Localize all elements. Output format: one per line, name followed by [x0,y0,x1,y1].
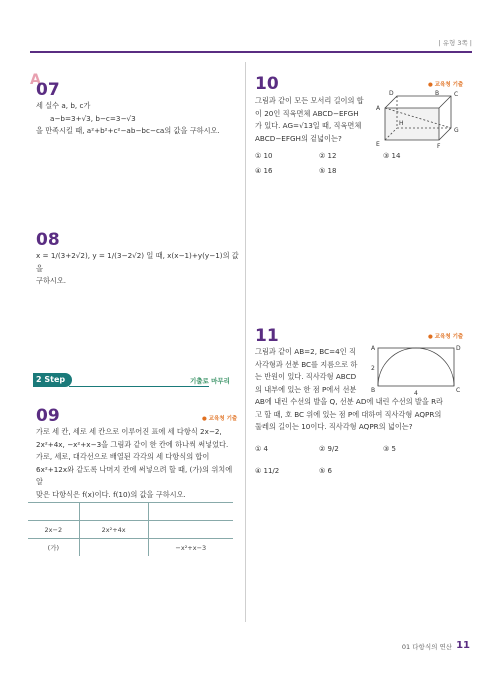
step-badge: 2 Step [33,373,72,387]
question-number-08: 08 [36,230,60,250]
vertex-label: A [371,345,376,352]
step-rule [69,386,209,387]
question-number-10: 10 [255,74,279,94]
q08-line1: x = 1/(3+2√2), y = 1/(3−2√2) 일 때, x(x−1)+y(y−1)의 값을 [36,251,239,273]
table-cell [148,521,233,539]
q07-line2: a−b=3+√3, b−c=3−√3 [50,113,136,123]
table-row [28,503,233,521]
q11-line: 둘레의 길이는 10이다. 직사각형 AQPR의 넓이는? [255,422,413,431]
vertex-label: B [371,387,376,394]
tab-marker: A [30,72,41,88]
q09-line: 가로 세 칸, 세로 세 칸으로 이루어진 표에 세 다항식 2x−2, [36,427,222,436]
table-cell [28,503,79,521]
vertex-label: B [435,90,440,97]
question-10-text [255,95,380,145]
q07-line1: 세 실수 a, b, c가 [36,101,91,110]
side-length-label: 4 [414,390,418,397]
vertex-label: H [399,120,404,127]
table-cell [148,503,233,521]
q09-line: 맞은 다항식은 f(x)이다. f(10)의 값을 구하시오. [36,489,186,499]
question-08-text [36,250,241,288]
q07-line3: 을 만족시킬 때, a²+b²+c²−ab−bc−ca의 값을 구하시오. [36,126,220,135]
vertex-label: C [456,387,461,394]
vertex-label: A [376,105,381,112]
q09-line: 6x²+12x와 같도록 나머지 칸에 써넣으려 할 때, (가)의 위치에 알 [36,464,233,486]
choice-option[interactable]: ① 4 [255,445,268,453]
choice-option[interactable]: ① 10 [255,152,273,160]
vertex-label: C [454,91,459,98]
choice-option[interactable]: ⑤ 6 [319,467,332,475]
q10-line: 이 20인 직육면체 ABCD−EFGH [255,108,359,118]
q11-line: 고 할 때, 호 BC 위에 있는 점 P에 대하여 직사각형 AQPR의 [255,409,442,419]
q11-line: 그림과 같이 AB=2, BC=4인 직 [255,347,356,356]
answer-choices-11 [255,445,465,485]
question-number-07: 07 [36,80,60,100]
vertex-label: F [437,143,441,150]
choice-option[interactable]: ④ 16 [255,167,273,175]
q10-line: ABCD−EFGH의 겉넓이는? [255,133,342,143]
q09-line: 2x²+4x, −x²+x−3을 그림과 같이 한 칸에 하나씩 써넣었다. [36,439,229,449]
question-number-09: 09 [36,406,60,426]
q10-line: 그림과 같이 모든 모서리 길이의 합 [255,96,364,105]
source-badge-09: ● 교육청 기출 [202,416,238,422]
q11-line: 사각형과 선분 BC를 지름으로 하 [255,359,358,369]
choice-option[interactable]: ③ 14 [383,152,401,160]
table-row [28,539,233,557]
choice-option[interactable]: ③ 5 [383,445,396,453]
header-rule [30,51,472,53]
step-note: 기출로 마무리 [190,377,230,385]
column-divider [245,62,246,622]
table-cell: −x²+x−3 [148,539,233,557]
q10-line: 가 있다. AG=√13일 때, 직육면체 [255,121,362,130]
q08-line2: 구하시오. [36,276,67,285]
source-badge-11: ● 교육청 기출 [428,334,464,340]
question-07-text [36,100,241,138]
q11-line: AB에 내린 수선의 발을 Q, 선분 AD에 내린 수선의 발을 R라 [255,397,444,406]
choice-option[interactable]: ② 12 [319,152,337,160]
question-number-11: 11 [255,326,279,346]
table-cell: (가) [28,539,79,557]
q11-line: 의 내부에 있는 한 점 P에서 선분 [255,384,357,394]
choice-option[interactable]: ② 9/2 [319,445,339,453]
header-tag: | 유형 3쪽 | [438,39,472,47]
table-cell [79,503,148,521]
question-09-text [36,426,241,501]
answer-choices-10 [255,152,465,182]
table-row [28,521,233,539]
magic-square-table [28,502,233,556]
vertex-label: E [376,141,380,148]
vertex-label: G [454,127,459,134]
page-number: 11 [456,640,470,651]
cuboid-figure [375,90,465,150]
table-cell: 2x−2 [28,521,79,539]
q09-line: 가로, 세로, 대각선으로 배열된 각각의 세 다항식의 합이 [36,452,210,461]
table-cell [79,539,148,557]
semicircle-figure [370,342,462,398]
table-cell: 2x²+4x [79,521,148,539]
q11-line: 는 반원이 있다. 직사각형 ABCD [255,372,357,381]
side-length-label: 2 [371,365,375,372]
choice-option[interactable]: ⑤ 18 [319,167,337,175]
chapter-title: 01 다항식의 연산 [401,643,452,651]
choice-option[interactable]: ④ 11/2 [255,467,280,475]
vertex-label: D [456,345,461,352]
source-badge-10: ● 교육청 기출 [428,82,464,88]
vertex-label: D [389,90,394,97]
